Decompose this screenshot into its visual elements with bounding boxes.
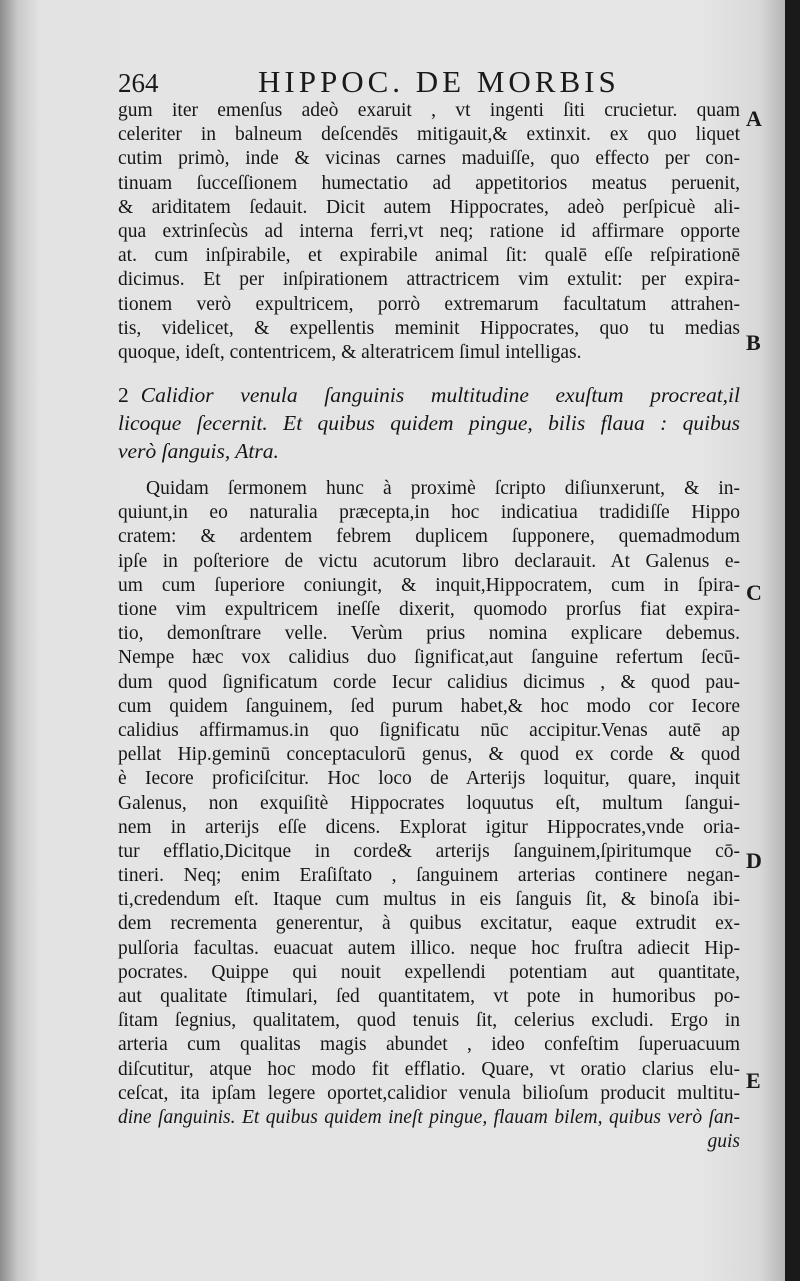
body-text — [118, 99, 740, 1154]
text-line: tione vim expultricem ineſſe dixerit, quomodo prorſus fiat expira- — [118, 599, 740, 620]
page-number: 264 — [118, 68, 159, 98]
paragraph-1 — [118, 99, 740, 365]
text-line: tis, videlicet, & expellentis meminit Hippocrates, quo tu medias — [118, 317, 740, 339]
text-line: arteria cum qualitas magis abundet , ideo confeſtim ſuperuacuum — [118, 1034, 740, 1056]
section-line: verò ſanguis, Atra. — [118, 439, 279, 464]
section-line: Calidior venula ſanguinis multitudine exuſtum procreat,il — [140, 383, 740, 408]
text-line: dem recrementa generentur, à quibus excitatur, eaque extrudit ex- — [118, 913, 740, 935]
text-line: aut qualitate ſtimulari, ſed quantitatem, vt pote in humoribus po- — [118, 986, 740, 1007]
margin-letter-a: A — [746, 106, 762, 131]
text-line: tio, demonſtrare velle. Verùm prius nomina explicare debemus. — [118, 623, 740, 645]
text-line: ſitam ſegnius, qualitatem, quod tenuis ſit, celerius excludi. Ergo in — [118, 1010, 740, 1032]
text-line: ti,credendum eſt. Itaque cum multus in eis ſanguis ſit, & binoſa ibi- — [118, 889, 740, 911]
text-line: dum quod ſignificatum corde Iecur calidius dicimus , & quod pau- — [118, 671, 740, 693]
text-line: tionem verò expultricem, porrò extremarum facultatum attrahen- — [118, 293, 740, 315]
text-line: diſcutitur, atque hoc modo fit efflatio. Quare, vt oratio clarius elu- — [118, 1058, 740, 1080]
text-line: at. cum inſpirabile, et expirabile animal ſit: qualē eſſe reſpirationē — [118, 245, 740, 267]
text-line: & ariditatem ſedauit. Dicit autem Hippocrates, adeò perſpicuè ali- — [118, 196, 740, 218]
margin-letter-d: D — [746, 848, 762, 873]
text-line: Quidam ſermonem hunc à proximè ſcripto diſiunxerunt, & in- — [146, 478, 740, 500]
paragraph-2 — [118, 477, 740, 1154]
text-line: calidius affirmamus.in quo ſignificatu nūc accipitur.Venas autē ap — [118, 719, 740, 741]
text-line: dine ſanguinis. Et quibus quidem ineſt pingue, flauam bilem, quibus verò ſan- — [118, 1106, 740, 1128]
section-number: 2 — [118, 383, 129, 408]
section-line: licoque ſecernit. Et quibus quidem pingue, bilis flaua : quibus — [118, 411, 740, 436]
section-heading — [118, 381, 740, 465]
text-line: cratem: & ardentem febrem duplicem ſupponere, quemadmodum — [118, 526, 740, 548]
margin-letter-e: E — [746, 1068, 761, 1093]
text-line: Galenus, non exquiſitè Hippocrates loquutus eſt, multum ſangui- — [118, 792, 740, 814]
text-line: um cum ſuperiore coniungit, & inquit,Hippocratem, cum in ſpira- — [118, 574, 740, 596]
text-line: pellat Hip.geminū conceptaculorū genus, & quod ex corde & quod — [118, 744, 740, 766]
text-line: cum quidem ſanguinem, ſed purum habet,& hoc modo cor Iecore — [118, 695, 740, 717]
margin-letter-b: B — [746, 330, 761, 355]
text-line: quiunt,in eo naturalia præcepta,in hoc indicatiua tradidiſſe Hippo — [118, 502, 740, 524]
page-header — [118, 62, 738, 102]
text-line: ceſcat, ita ipſam legere oportet,calidior venula bilioſum producit multitu- — [118, 1082, 740, 1104]
text-line: tur efflatio,Dicitque in corde& arterijs ſanguinem,ſpiritumque cō- — [118, 840, 740, 862]
text-line: Nempe hæc vox calidius duo ſignificat,aut ſanguine refertum ſecū- — [118, 647, 740, 669]
text-line: tineri. Neq; enim Eraſiſtato , ſanguinem arterias continere negan- — [118, 865, 740, 887]
scan-edge — [785, 0, 800, 1281]
text-line: cutim primò, inde & vicinas carnes maduiſſe, quo effecto per con- — [118, 148, 740, 170]
text-line: dicimus. Et per inſpirationem attractricem vim extulit: per expira- — [118, 269, 740, 291]
running-head: HIPPOC. DE MORBIS — [258, 64, 620, 99]
text-line: è Iecore proficiſcitur. Hoc loco de Arterijs loquitur, quare, inquit — [118, 768, 740, 790]
text-line: pulſoria facultas. euacuat autem illico. neque hoc fruſtra adiecit Hip- — [118, 937, 740, 959]
text-line: qua extrinſecùs ad interna ferri,vt neq; ratione id affirmare opporte — [118, 220, 740, 242]
margin-letter-c: C — [746, 580, 762, 605]
text-line: quoque, ideſt, contentricem, & alteratricem ſimul intelligas. — [118, 341, 582, 363]
text-line: tinuam ſucceſſionem humectatio ad appetitorios meatus peruenit, — [118, 172, 740, 194]
text-line: pocrates. Quippe qui nouit expellendi potentiam aut quantitate, — [118, 961, 740, 983]
text-line: nem in arterijs eſſe dicens. Explorat igitur Hippocrates,vnde oria- — [118, 816, 740, 838]
text-line: celeriter in balneum deſcendēs mitigauit,& extinxit. ex quo liquet — [118, 124, 740, 146]
text-line: gum iter emenſus adeò exaruit , vt ingenti ſiti crucietur. quam — [118, 100, 740, 121]
text-line: ipſe in poſteriore de victu acutorum libro declarauit. At Galenus e- — [118, 550, 740, 572]
catchword: guis — [707, 1131, 740, 1153]
